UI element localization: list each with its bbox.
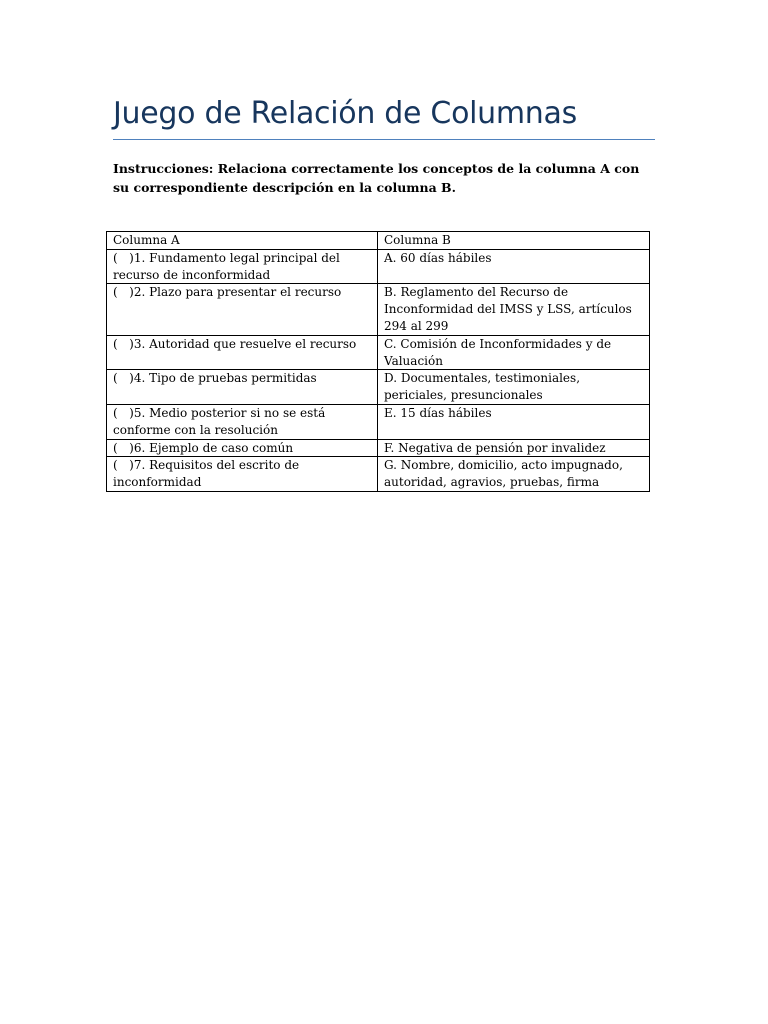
cell-column-a — [107, 457, 378, 492]
concept-text: 1. Fundamento legal principal del recurso de inconformidad — [113, 250, 340, 282]
cell-column-a — [107, 370, 378, 405]
matching-table — [106, 231, 650, 492]
concept-text: 2. Plazo para presentar el recurso — [133, 285, 342, 300]
cell-column-a — [107, 249, 378, 284]
cell-column-a — [107, 284, 378, 335]
answer-blank: ( ) — [113, 458, 134, 473]
table-row — [107, 370, 650, 405]
table-row — [107, 284, 650, 335]
table-row — [107, 439, 650, 457]
table-row — [107, 249, 650, 284]
concept-text: 4. Tipo de pruebas permitidas — [133, 371, 317, 386]
cell-column-b: E. 15 días hábiles — [378, 404, 650, 439]
cell-column-a — [107, 404, 378, 439]
cell-column-a — [107, 335, 378, 370]
cell-column-b: G. Nombre, domicilio, acto impugnado, autoridad, agravios, pruebas, firma — [378, 457, 650, 492]
concept-text: 6. Ejemplo de caso común — [133, 440, 294, 455]
instructions-text: Instrucciones: Relaciona correctamente los conceptos de la columna A con su correspondiente descripción en la columna B. — [113, 161, 640, 195]
concept-text: 7. Requisitos del escrito de inconformidad — [113, 458, 300, 490]
table-header-row — [107, 232, 650, 250]
title-underline — [113, 139, 655, 140]
answer-blank: ( ) — [113, 405, 134, 420]
cell-column-b: A. 60 días hábiles — [378, 249, 650, 284]
cell-column-b: B. Reglamento del Recurso de Inconformidad del IMSS y LSS, artículos 294 al 299 — [378, 284, 650, 335]
answer-blank: ( ) — [113, 371, 134, 386]
header-column-b: Columna B — [378, 232, 650, 250]
concept-text: 3. Autoridad que resuelve el recurso — [133, 336, 357, 351]
answer-blank: ( ) — [113, 440, 134, 455]
cell-column-a — [107, 439, 378, 457]
table-row — [107, 404, 650, 439]
cell-column-b: C. Comisión de Inconformidades y de Valuación — [378, 335, 650, 370]
table-row — [107, 335, 650, 370]
document-title: Juego de Relación de Columnas — [113, 96, 577, 131]
cell-column-b: D. Documentales, testimoniales, periciales, presuncionales — [378, 370, 650, 405]
answer-blank: ( ) — [113, 336, 134, 351]
concept-text: 5. Medio posterior si no se está conforme con la resolución — [113, 405, 326, 437]
cell-column-b: F. Negativa de pensión por invalidez — [378, 439, 650, 457]
answer-blank: ( ) — [113, 250, 134, 265]
answer-blank: ( ) — [113, 285, 134, 300]
header-column-a: Columna A — [107, 232, 378, 250]
table-row — [107, 457, 650, 492]
